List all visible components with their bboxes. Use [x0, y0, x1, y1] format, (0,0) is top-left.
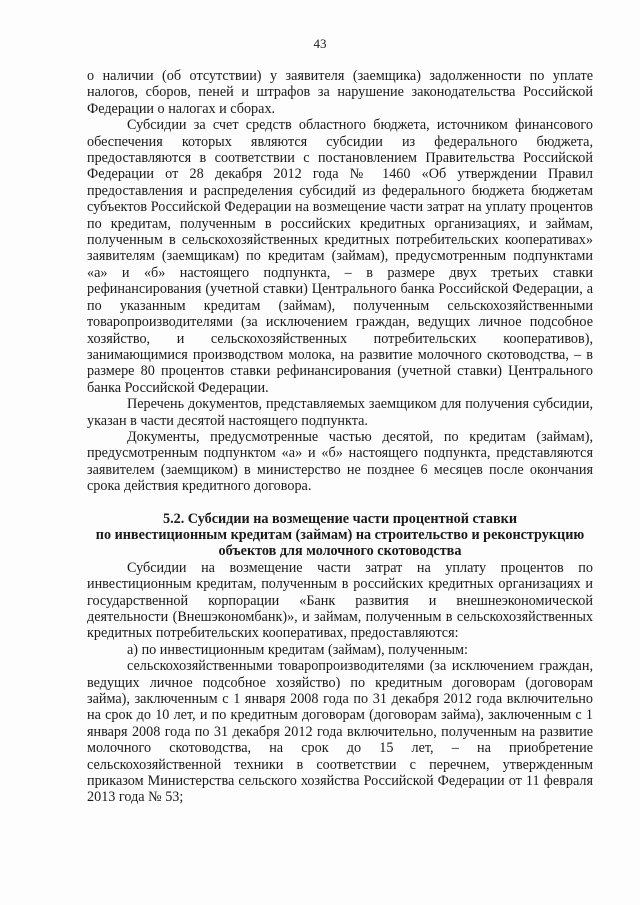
- paragraph: Субсидии на возмещение части затрат на уплату процентов по инвестиционным кредитам, полученным в российских кредитных организациях и государственной корпорации «Банк развития и внешнеэкономической деятельности (Внешэкономбанк)», и займам, полученным в сельскохозяйственных кредитных потребительских кооперативах, предоставляются:: [87, 559, 593, 642]
- paragraph: Перечень документов, представляемых заемщиком для получения субсидии, указан в части десятой настоящего подпункта.: [87, 396, 593, 429]
- section-heading-line: объектов для молочного скотоводства: [218, 543, 462, 560]
- paragraph: Субсидии за счет средств областного бюджета, источником финансового обеспечения которых являются субсидии из федерального бюджета, предоставляются в соответствии с постановлением Правительства Российской Федерации от 28 декабря 2012 года № 1460 «Об утверждении Правил предоставления и распределения субсидий из федерального бюджета бюджетам субъектов Российской Федерации на возмещение части затрат на уплату процентов по кредитам, полученным в российских кредитных организациях, и займам, полученным в сельскохозяйственных кредитных потребительских кооперативах» заявителям (заемщикам) по кредитам (займам), предусмотренным подпунктами «а» и «б» настоящего подпункта, – в размере двух третьих ставки рефинансирования (учетной ставки) Центрального банка Российской Федерации, а по указанным кредитам (займам), полученным сельскохозяйственными товаропроизводителями (за исключением граждан, ведущих личное подсобное хозяйство, и сельскохозяйственных потребительских кооперативов), занимающимися производством молока, на развитие молочного скотоводства, – в размере 80 процентов ставки рефинансирования (учетной ставки) Центрального банка Российской Федерации.: [87, 117, 593, 396]
- page-number: 43: [313, 36, 327, 51]
- section-heading-line: по инвестиционным кредитам (займам) на строительство и реконструкцию: [95, 526, 585, 543]
- paragraph: а) по инвестиционным кредитам (займам), полученным:: [127, 641, 468, 658]
- section-heading: [87, 511, 593, 560]
- paragraph: Документы, предусмотренные частью десятой, по кредитам (займам), предусмотренным подпунктом «а» и «б» настоящего подпункта, представляются заявителем (заемщиком) в министерство не позднее 6 месяцев после окончания срока действия кредитного договора.: [87, 428, 593, 495]
- section-heading-line: 5.2. Субсидии на возмещение части процентной ставки: [162, 510, 518, 527]
- paragraph: сельскохозяйственными товаропроизводителями (за исключением граждан, ведущих личное подсобное хозяйство) по кредитным договорам (договорам займа), заключенным с 1 января 2008 года по 31 декабря 2012 года включительно на срок до 10 лет, и по кредитным договорам (договорам займа), заключенным с 1 января 2008 года по 31 декабря 2012 года включительно, полученным на развитие молочного скотоводства, на срок до 15 лет, – на приобретение сельскохозяйственной техники в соответствии с перечнем, утвержденным приказом Министерства сельского хозяйства Российской Федерации от 11 февраля 2013 года № 53;: [87, 658, 593, 806]
- paragraph: о наличии (об отсутствии) у заявителя (заемщика) задолженности по уплате налогов, сборов, пеней и штрафов за нарушение законодательства Российской Федерации о налогах и сборах.: [87, 68, 593, 117]
- document-body: [87, 68, 593, 806]
